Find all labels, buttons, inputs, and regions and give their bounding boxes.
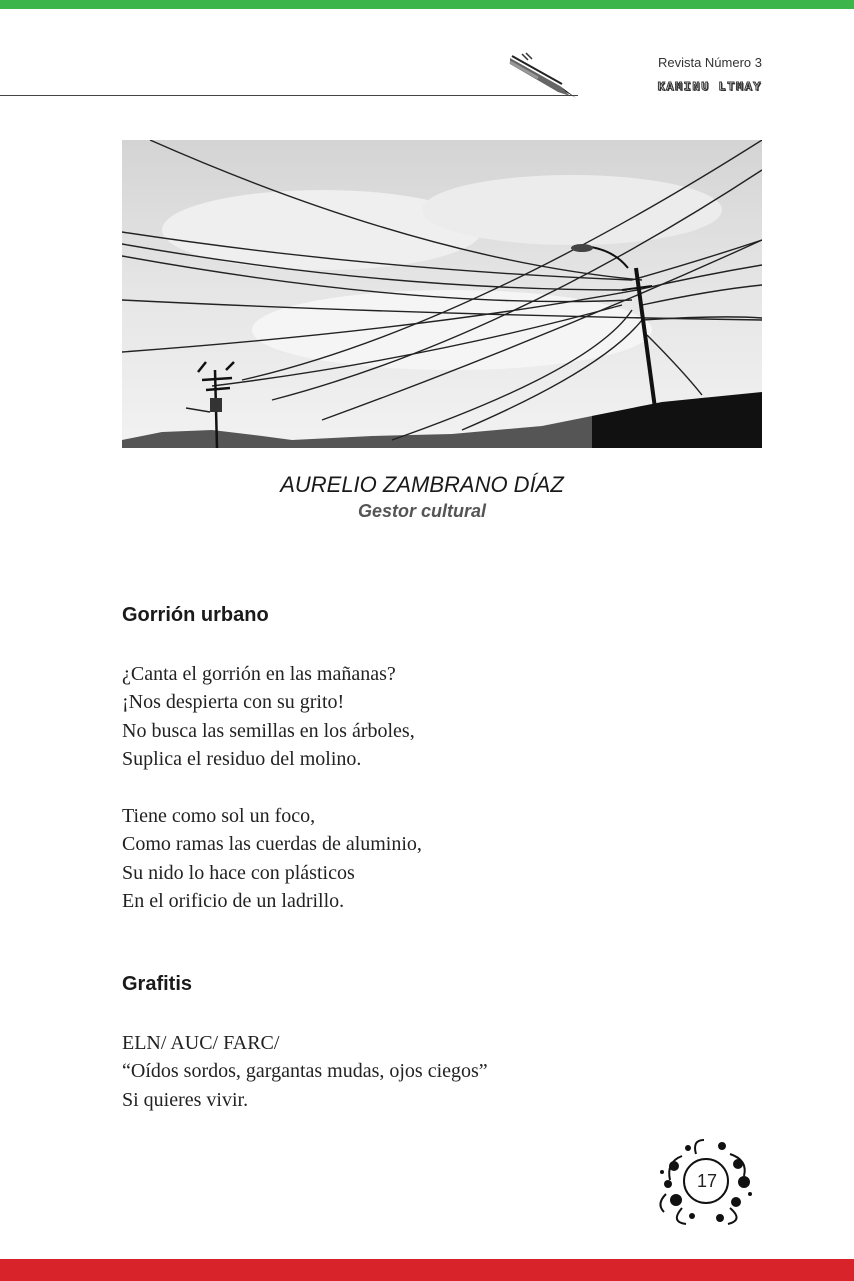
poem-title: Grafitis (122, 973, 193, 995)
verse-line: ¿Canta el gorrión en las mañanas? (122, 663, 396, 685)
verse-line: ¡Nos despierta con su grito! (122, 691, 345, 714)
verse-line: Su nido lo hace con plásticos (122, 861, 355, 884)
author-name: AURELIO ZAMBRANO DÍAZ (280, 472, 564, 497)
page-number: 17 (696, 1171, 718, 1191)
verse-line: Como ramas las cuerdas de aluminio, (122, 833, 422, 856)
fountain-pen-icon (508, 52, 580, 100)
magazine-name-logo: KAMINU LTMAY (657, 80, 762, 94)
verse-line: Suplica el residuo del molino. (122, 747, 362, 770)
verse-line: ELN/ AUC/ FARC/ (122, 1032, 280, 1054)
poem-title: Gorrión urbano (122, 604, 269, 626)
poem-stanza (122, 660, 415, 773)
poem-stanza (122, 802, 422, 915)
verse-line: En el orificio de un ladrillo. (122, 889, 345, 912)
verse-line: “Oídos sordos, gargantas mudas, ojos ciegos” (122, 1060, 488, 1083)
power-lines-photo (122, 140, 762, 448)
header-divider (0, 95, 578, 96)
magazine-number: Revista Número 3 (657, 55, 762, 70)
verse-line: No busca las semillas en los árboles, (122, 719, 415, 742)
top-green-bar (0, 0, 854, 9)
bottom-red-bar (0, 1259, 854, 1281)
verse-line: Si quieres vivir. (122, 1088, 249, 1111)
poem-stanza (122, 1029, 488, 1114)
verse-line: Tiene como sol un foco, (122, 805, 316, 827)
author-role: Gestor cultural (357, 501, 487, 521)
